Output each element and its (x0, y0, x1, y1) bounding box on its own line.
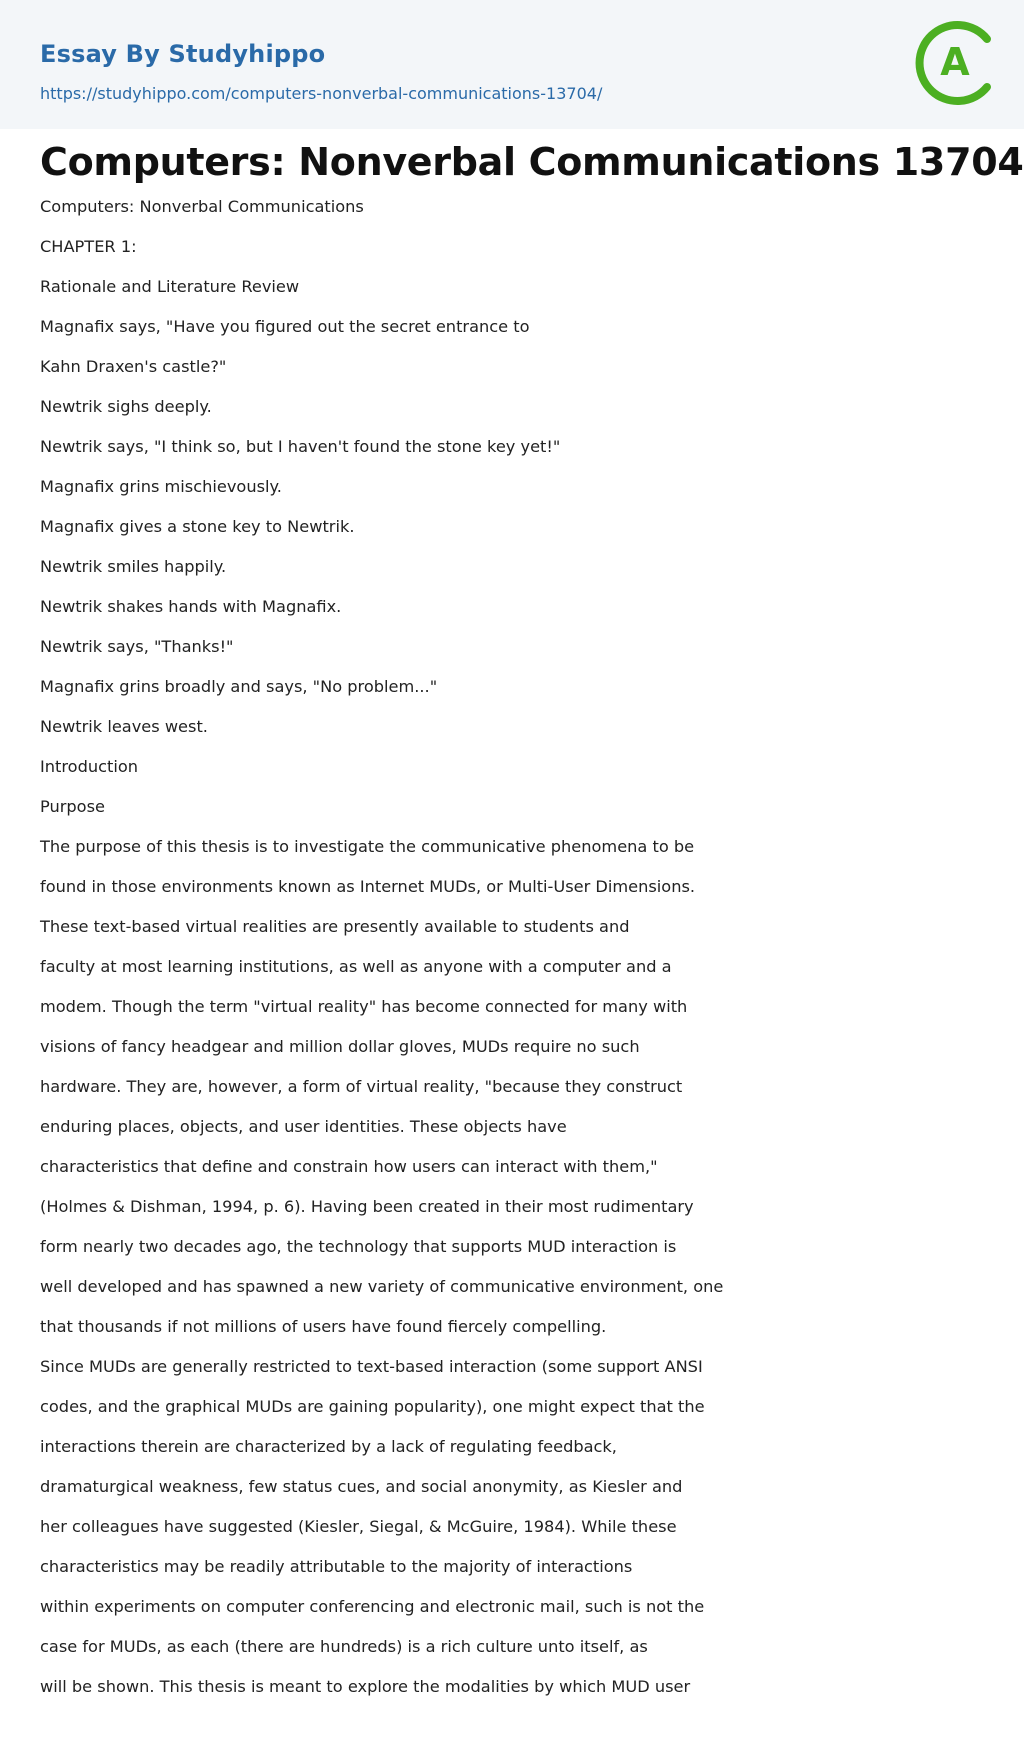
essay-line: Purpose (40, 797, 105, 816)
essay-line: The purpose of this thesis is to investigate the communicative phenomena to be (40, 837, 695, 856)
essay-line: Magnafix grins mischievously. (40, 477, 282, 496)
logo-letter: A (940, 40, 970, 84)
essay-line: CHAPTER 1: (40, 237, 137, 256)
essay-line: Newtrik says, "Thanks!" (40, 637, 234, 656)
brand-title[interactable]: Essay By Studyhippo (40, 40, 326, 68)
essay-line: well developed and has spawned a new variety of communicative environment, one (40, 1277, 724, 1296)
essay-body (40, 193, 800, 1713)
essay-line: Computers: Nonverbal Communications (40, 197, 364, 216)
essay-line: modem. Though the term "virtual reality" has become connected for many with (40, 997, 688, 1016)
essay-line: visions of fancy headgear and million dollar gloves, MUDs require no such (40, 1037, 640, 1056)
essay-line: These text-based virtual realities are presently available to students and (40, 917, 630, 936)
essay-line: found in those environments known as Internet MUDs, or Multi-User Dimensions. (40, 877, 696, 896)
essay-line: form nearly two decades ago, the technology that supports MUD interaction is (40, 1237, 677, 1256)
essay-line: dramaturgical weakness, few status cues, and social anonymity, as Kiesler and (40, 1477, 683, 1496)
essay-line: Newtrik leaves west. (40, 717, 208, 736)
essay-line: Newtrik shakes hands with Magnafix. (40, 597, 342, 616)
essay-line: (Holmes & Dishman, 1994, p. 6). Having been created in their most rudimentary (40, 1197, 694, 1216)
essay-line: faculty at most learning institutions, as well as anyone with a computer and a (40, 957, 672, 976)
essay-line: Introduction (40, 757, 139, 776)
essay-line: her colleagues have suggested (Kiesler, Siegal, & McGuire, 1984). While these (40, 1517, 677, 1536)
essay-line: Newtrik sighs deeply. (40, 397, 212, 416)
essay-line: Kahn Draxen's castle?" (40, 357, 227, 376)
essay-line: Magnafix gives a stone key to Newtrik. (40, 517, 355, 536)
essay-line: within experiments on computer conferencing and electronic mail, such is not the (40, 1597, 705, 1616)
essay-line: enduring places, objects, and user identities. These objects have (40, 1117, 567, 1136)
essay-line: Newtrik says, "I think so, but I haven't found the stone key yet!" (40, 437, 561, 456)
essay-line: characteristics may be readily attributable to the majority of interactions (40, 1557, 633, 1576)
essay-url-link[interactable]: https://studyhippo.com/computers-nonverbal-communications-13704/ (40, 84, 603, 103)
essay-line: Magnafix says, "Have you figured out the secret entrance to (40, 317, 530, 336)
page-title: Computers: Nonverbal Communications 13704 (40, 140, 1024, 184)
essay-line: that thousands if not millions of users have found fiercely compelling. (40, 1317, 607, 1336)
site-header (0, 0, 1024, 129)
essay-line: Since MUDs are generally restricted to text-based interaction (some support ANSI (40, 1357, 703, 1376)
essay-line: hardware. They are, however, a form of virtual reality, "because they construct (40, 1077, 683, 1096)
essay-line: Magnafix grins broadly and says, "No problem..." (40, 677, 438, 696)
essay-line: case for MUDs, as each (there are hundreds) is a rich culture unto itself, as (40, 1637, 648, 1656)
essay-line: codes, and the graphical MUDs are gaining popularity), one might expect that the (40, 1397, 705, 1416)
essay-line: will be shown. This thesis is meant to explore the modalities by which MUD user (40, 1677, 691, 1696)
essay-line: Newtrik smiles happily. (40, 557, 227, 576)
studyhippo-logo-icon[interactable] (911, 19, 999, 107)
essay-line: Rationale and Literature Review (40, 277, 300, 296)
essay-line: characteristics that define and constrain how users can interact with them," (40, 1157, 658, 1176)
essay-line: interactions therein are characterized by a lack of regulating feedback, (40, 1437, 617, 1456)
